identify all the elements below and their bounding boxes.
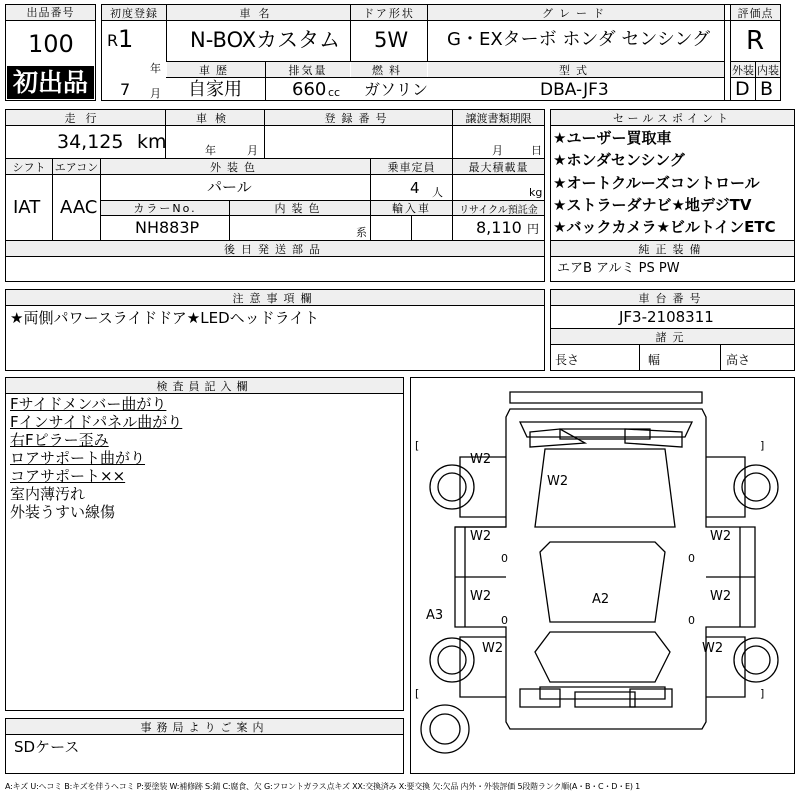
recycle: 8,110 xyxy=(476,218,522,237)
load-unit: kg xyxy=(529,186,543,199)
name-label: 車名 xyxy=(167,5,350,20)
model-label: 型式 xyxy=(428,62,724,77)
colorno: NH883P xyxy=(135,218,200,237)
inspector-line: ロアサポート曲がり xyxy=(10,449,146,467)
interior-label: 内装 xyxy=(757,63,779,77)
door-type: 5W xyxy=(374,28,409,52)
mileage-unit: km xyxy=(137,131,167,153)
car-diagram xyxy=(410,377,795,774)
bracket: [ xyxy=(415,687,420,700)
history-label: 車歴 xyxy=(167,62,265,77)
damage-mark: A3 xyxy=(426,608,444,623)
score-label: 評価点 xyxy=(731,5,780,20)
office-value: SDケース xyxy=(14,738,80,756)
chassis-label: 車台番号 xyxy=(551,290,794,305)
load-label: 最大積載量 xyxy=(453,159,544,174)
reg-month: 7 xyxy=(120,80,131,99)
caution-label: 注意事項欄 xyxy=(6,290,544,305)
inspector-line: Fサイドメンバー曲がり xyxy=(10,395,167,413)
fuel: ガソリン xyxy=(364,80,429,99)
displacement: 660 xyxy=(292,79,327,100)
zero-mark: 0 xyxy=(501,552,508,565)
sales-item: ★ホンダセンシング xyxy=(553,151,685,169)
import-label: 輸入車 xyxy=(371,201,452,215)
damage-mark: W2 xyxy=(470,452,492,467)
inspector-line: Fインサイドパネル曲がり xyxy=(10,413,183,431)
ac-label: エアコン xyxy=(54,160,99,174)
car-name: N-BOXカスタム xyxy=(190,28,341,52)
sales-item: ★バックカメラ★ビルトインETC xyxy=(553,218,776,236)
history: 自家用 xyxy=(188,79,242,100)
insp-month-unit: 月 xyxy=(247,144,258,157)
intcolor-label: 内装色 xyxy=(230,201,370,215)
dims-width: 幅 xyxy=(648,353,661,367)
first-listing-badge: 初出品 xyxy=(7,66,94,99)
era: R xyxy=(107,31,119,50)
grade-label: グレード xyxy=(428,5,724,20)
ac: AAC xyxy=(60,197,98,218)
exterior-label: 外装 xyxy=(732,63,754,77)
mileage: 34,125 xyxy=(57,131,124,153)
grade: G・EXターボ ホンダ センシング xyxy=(447,29,711,50)
inspector-label: 検査員記入欄 xyxy=(6,378,403,393)
sales-item: ★ストラーダナビ★地デジTV xyxy=(553,196,752,214)
inspector-line: コアサポート×× xyxy=(10,467,126,485)
model: DBA-JF3 xyxy=(540,80,609,100)
colorno-label: カラーNo. xyxy=(101,201,229,215)
recycle-unit: 円 xyxy=(527,222,540,236)
damage-mark: W2 xyxy=(702,641,724,656)
displacement-unit: cc xyxy=(328,86,341,99)
damage-mark: W2 xyxy=(710,529,732,544)
capacity-label: 乗車定員 xyxy=(371,159,452,174)
exterior-score: D xyxy=(735,78,750,100)
reg-label: 初度登録 xyxy=(102,5,166,20)
damage-mark: W2 xyxy=(470,589,492,604)
sales-item: ★ユーザー買取車 xyxy=(553,129,672,147)
bracket: ] xyxy=(760,687,765,700)
chassis-number: JF3-2108311 xyxy=(619,308,714,326)
dims-height: 高さ xyxy=(726,353,751,367)
shift-label: シフト xyxy=(6,159,52,174)
bracket: ] xyxy=(760,439,765,452)
damage-mark: W2 xyxy=(482,641,504,656)
equipment-value: エアB アルミ PS PW xyxy=(557,261,680,276)
lot-label: 出品番号 xyxy=(6,5,95,21)
lot-number: 100 xyxy=(28,30,74,58)
office-label: 事務局よりご案内 xyxy=(6,719,403,734)
mileage-label: 走行 xyxy=(6,110,165,125)
zero-mark: 0 xyxy=(688,552,695,565)
zero-mark: 0 xyxy=(501,614,508,627)
dims-label: 諸元 xyxy=(551,329,794,344)
year-unit: 年 xyxy=(150,62,161,75)
tr-month-unit: 月 xyxy=(492,144,503,157)
transfer-label: 譲渡書類期限 xyxy=(453,110,544,125)
bracket: [ xyxy=(415,439,420,452)
damage-mark: W2 xyxy=(470,529,492,544)
inspection-label: 車検 xyxy=(166,110,264,125)
color: パール xyxy=(207,178,252,196)
door-label: ドア形状 xyxy=(351,5,427,20)
displacement-label: 排気量 xyxy=(266,62,350,77)
sales-label: セールスポイント xyxy=(551,110,794,125)
capacity: 4 xyxy=(410,179,420,197)
sales-item: ★オートクルーズコントロール xyxy=(553,174,760,192)
recycle-label: リサイクル預託金 xyxy=(453,201,544,215)
capacity-unit: 人 xyxy=(432,186,443,199)
insp-year-unit: 年 xyxy=(205,144,216,157)
inspector-line: 右Fピラー歪み xyxy=(10,431,109,449)
intcolor-unit: 系 xyxy=(356,226,367,239)
score: R xyxy=(746,26,765,56)
caution-value: ★両側パワースライドドア★LEDヘッドライト xyxy=(10,309,320,327)
damage-mark: A2 xyxy=(592,592,610,607)
reg-year: 1 xyxy=(118,25,134,53)
damage-mark: W2 xyxy=(710,589,732,604)
inspector-notes xyxy=(10,395,182,521)
interior-score: B xyxy=(760,78,774,100)
regno-label: 登録番号 xyxy=(265,110,452,125)
fuel-label: 燃料 xyxy=(351,62,427,77)
color-label: 外装色 xyxy=(101,159,370,174)
later-parts-label: 後日発送部品 xyxy=(6,241,544,256)
tr-day-unit: 日 xyxy=(531,144,542,157)
damage-mark: W2 xyxy=(547,474,569,489)
equipment-label: 純正装備 xyxy=(551,241,794,256)
zero-mark: 0 xyxy=(688,614,695,627)
legend: A:キズ U:ヘコミ B:キズを伴うヘコミ P:要塗装 W:補修跡 S:錆 C:腐食、欠 G:フロントガラス点キズ XX:交換済み X:要交換 欠:欠品 内外・外装評価 5段階ランク順(A・B・C・D・E) 1 xyxy=(5,782,641,791)
inspector-line: 室内薄汚れ xyxy=(10,485,86,503)
inspector-line: 外装うすい線傷 xyxy=(10,503,116,521)
month-unit: 月 xyxy=(150,87,161,100)
shift: IAT xyxy=(13,197,41,218)
dims-length: 長さ xyxy=(555,353,580,367)
